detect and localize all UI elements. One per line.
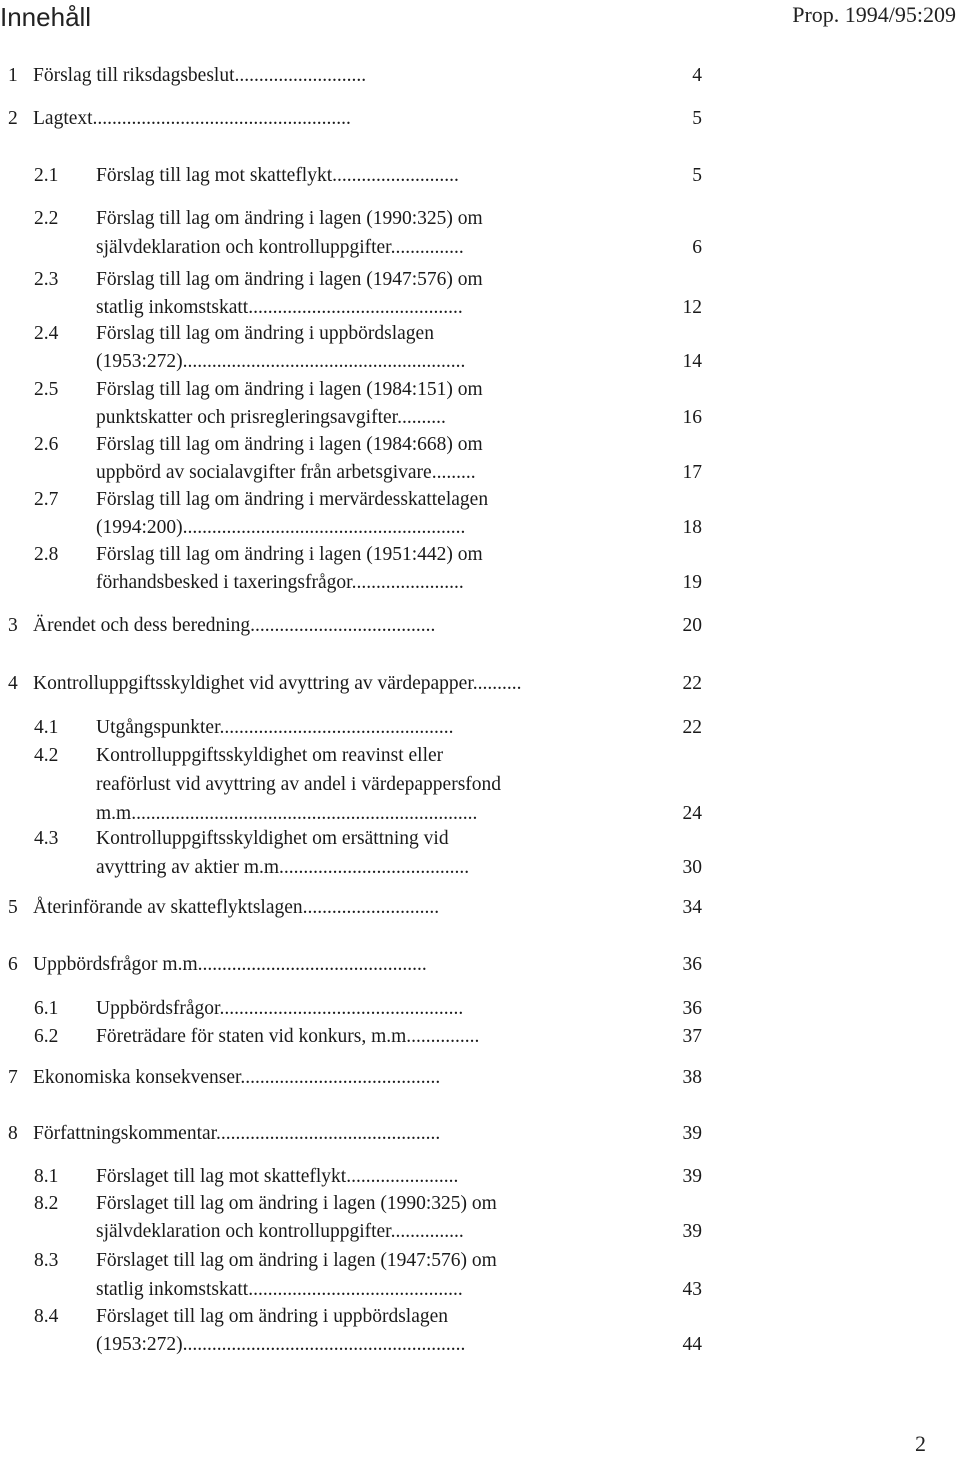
toc-entry [0, 714, 960, 742]
toc-entry-number: 8.3 [34, 1250, 59, 1271]
toc-entry-title: självdeklaration och kontrolluppgifter............... [96, 237, 464, 258]
toc-entry-title: Förslag till lag om ändring i lagen (1947:576) om [96, 269, 483, 290]
toc-entry-number: 7 [8, 1067, 18, 1088]
toc-entry [0, 105, 960, 133]
toc-entry-page: 36 [682, 998, 702, 1019]
toc-entry [0, 205, 960, 233]
toc-entry-number: 2.1 [34, 165, 59, 186]
toc-entry-page: 22 [682, 717, 702, 738]
toc-entry-page: 14 [682, 351, 702, 372]
toc-entry-page: 5 [692, 108, 702, 129]
toc-entry-title: Förslag till lag om ändring i mervärdesskattelagen [96, 489, 489, 510]
toc-entry-number: 4 [8, 673, 18, 694]
toc-entry [0, 320, 960, 348]
toc-entry-title: Förslag till lag om ändring i lagen (1951:442) om [96, 544, 483, 565]
toc-entry-page: 12 [682, 297, 702, 318]
toc-entry-number: 6.2 [34, 1026, 59, 1047]
toc-entry-title: (1994:200).......................................................... [96, 517, 466, 538]
toc-entry-page: 24 [682, 803, 702, 824]
toc-entry-page: 18 [682, 517, 702, 538]
toc-entry-title: uppbörd av socialavgifter från arbetsgivare......... [96, 462, 476, 483]
toc-entry-page: 39 [682, 1123, 702, 1144]
toc-entry-number: 8.2 [34, 1193, 59, 1214]
toc-entry-title: Förslag till lag om ändring i uppbördslagen [96, 323, 434, 344]
toc-entry-page: 34 [682, 897, 702, 918]
toc-entry-title: Förslag till lag mot skatteflykt.......................... [96, 165, 459, 186]
toc-entry-title: statlig inkomstskatt............................................ [96, 1279, 463, 1300]
toc-entry-number: 6.1 [34, 998, 59, 1019]
toc-entry [0, 1218, 960, 1246]
toc-entry-title: reaförlust vid avyttring av andel i värdepappersfond [96, 774, 502, 795]
toc-entry-number: 4.2 [34, 745, 59, 766]
toc-entry [0, 541, 960, 569]
toc-entry-page: 16 [682, 407, 702, 428]
toc-entry [0, 894, 960, 922]
toc-entry [0, 670, 960, 698]
toc-entry-number: 3 [8, 615, 18, 636]
toc-entry-page: 6 [692, 237, 702, 258]
toc-entry-number: 8 [8, 1123, 18, 1144]
toc-entry [0, 1064, 960, 1092]
toc-entry [0, 234, 960, 262]
toc-entry [0, 1331, 960, 1359]
toc-entry-title: Ärendet och dess beredning...................................... [33, 615, 436, 636]
toc-entry-number: 2.5 [34, 379, 59, 400]
toc-entry-page: 39 [682, 1221, 702, 1242]
toc-entry-title: Förslaget till lag om ändring i lagen (1947:576) om [96, 1250, 497, 1271]
toc-entry [0, 1023, 960, 1051]
toc-entry-title: Kontrolluppgiftsskyldighet vid avyttring av värdepapper.......... [33, 673, 522, 694]
toc-entry-title: Förslaget till lag om ändring i uppbördslagen [96, 1306, 449, 1327]
toc-entry [0, 376, 960, 404]
toc-entry-title: förhandsbesked i taxeringsfrågor....................... [96, 572, 464, 593]
toc-entry [0, 348, 960, 376]
toc-entry-number: 4.1 [34, 717, 59, 738]
toc-entry [0, 294, 960, 322]
toc-entry-title: (1953:272).......................................................... [96, 1334, 466, 1355]
toc-entry [0, 62, 960, 90]
toc-entry-page: 37 [682, 1026, 702, 1047]
toc-entry-title: Lagtext..................................................... [33, 108, 351, 129]
toc-entry-title: m.m....................................................................... [96, 803, 478, 824]
toc-entry [0, 431, 960, 459]
toc-entry-title: Förslag till lag om ändring i lagen (1984:151) om [96, 379, 483, 400]
page-title: Innehåll [0, 2, 92, 32]
toc-entry-page: 20 [682, 615, 702, 636]
toc-entry [0, 1163, 960, 1191]
toc-entry [0, 1276, 960, 1304]
toc-entry-title: Förslag till riksdagsbeslut........................... [33, 65, 367, 86]
toc-entry [0, 514, 960, 542]
toc-entry-number: 2.2 [34, 208, 59, 229]
toc-entry [0, 825, 960, 853]
toc-entry-title: Förslaget till lag om ändring i lagen (1990:325) om [96, 1193, 497, 1214]
toc-entry-number: 8.1 [34, 1166, 59, 1187]
toc-entry [0, 1120, 960, 1148]
toc-entry-number: 5 [8, 897, 18, 918]
toc-entry [0, 486, 960, 514]
toc-entry [0, 854, 960, 882]
toc-entry-page: 39 [682, 1166, 702, 1187]
toc-entry-title: Förslaget till lag mot skatteflykt....................... [96, 1166, 459, 1187]
toc-entry [0, 266, 960, 294]
toc-entry-number: 2.3 [34, 269, 59, 290]
toc-entry-page: 30 [682, 857, 702, 878]
toc-entry-title: Kontrolluppgiftsskyldighet om ersättning vid [96, 828, 449, 849]
toc-entry-title: Förslag till lag om ändring i lagen (1990:325) om [96, 208, 483, 229]
toc-entry [0, 162, 960, 190]
toc-entry [0, 1303, 960, 1331]
toc-entry-page: 38 [682, 1067, 702, 1088]
toc-entry [0, 800, 960, 828]
toc-entry [0, 1190, 960, 1218]
toc-entry-title: Uppbördsfrågor m.m............................................... [33, 954, 427, 975]
toc-entry [0, 742, 960, 770]
toc-entry-title: Utgångspunkter................................................ [96, 717, 454, 738]
toc-entry-title: Företrädare för staten vid konkurs, m.m............... [96, 1026, 480, 1047]
toc-entry-title: Uppbördsfrågor.................................................. [96, 998, 464, 1019]
toc-entry-title: Återinförande av skatteflyktslagen............................ [33, 897, 440, 918]
toc-entry-page: 36 [682, 954, 702, 975]
toc-entry [0, 995, 960, 1023]
toc-entry-page: 44 [682, 1334, 702, 1355]
toc-entry-number: 1 [8, 65, 18, 86]
toc-entry [0, 951, 960, 979]
toc-entry-number: 2.6 [34, 434, 59, 455]
toc-entry-title: självdeklaration och kontrolluppgifter............... [96, 1221, 464, 1242]
toc-entry-page: 5 [692, 165, 702, 186]
toc-entry [0, 569, 960, 597]
toc-entry-page: 19 [682, 572, 702, 593]
toc-entry-number: 4.3 [34, 828, 59, 849]
toc-entry-number: 2.8 [34, 544, 59, 565]
toc-entry-page: 43 [682, 1279, 702, 1300]
toc-entry-title: (1953:272).......................................................... [96, 351, 466, 372]
toc-entry-title: punktskatter och prisregleringsavgifter.......... [96, 407, 446, 428]
toc-entry-title: Förslag till lag om ändring i lagen (1984:668) om [96, 434, 483, 455]
toc-entry [0, 1247, 960, 1275]
toc-entry-number: 2.4 [34, 323, 59, 344]
toc-entry [0, 771, 960, 799]
toc-entry-number: 2.7 [34, 489, 59, 510]
toc-entry [0, 612, 960, 640]
toc-entry-number: 8.4 [34, 1306, 59, 1327]
toc-entry-title: avyttring av aktier m.m....................................... [96, 857, 470, 878]
page-number: 2 [915, 1431, 926, 1456]
toc-entry-number: 2 [8, 108, 18, 129]
toc-entry-title: statlig inkomstskatt............................................ [96, 297, 463, 318]
toc-entry-page: 17 [682, 462, 702, 483]
toc-entry-number: 6 [8, 954, 18, 975]
toc-entry-page: 22 [682, 673, 702, 694]
toc-entry [0, 404, 960, 432]
toc-entry-title: Ekonomiska konsekvenser......................................... [33, 1067, 441, 1088]
toc-entry-title: Författningskommentar.............................................. [33, 1123, 441, 1144]
toc-entry [0, 459, 960, 487]
proposition-reference: Prop. 1994/95:209 [792, 2, 956, 27]
toc-entry-title: Kontrolluppgiftsskyldighet om reavinst eller [96, 745, 444, 766]
toc-entry-page: 4 [692, 65, 702, 86]
